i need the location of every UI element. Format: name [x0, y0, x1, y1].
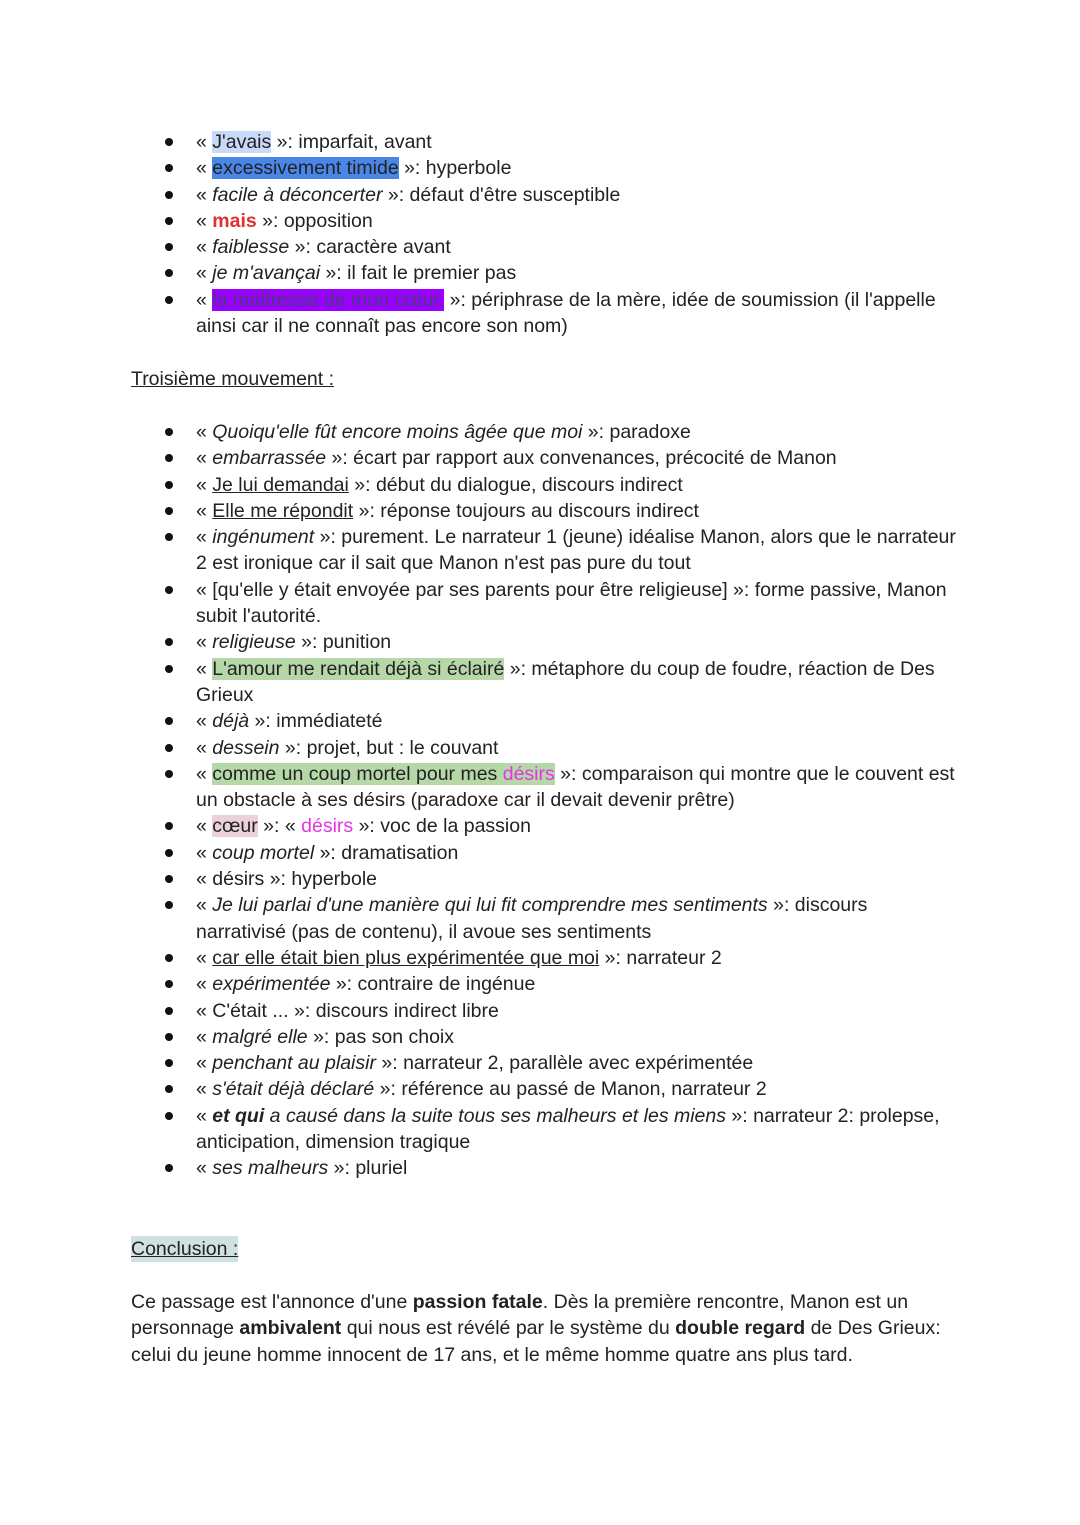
text-segment: je m'avançai: [212, 262, 321, 285]
text-segment: »: réponse toujours au discours indirect: [353, 499, 699, 522]
list-item: [0, 656, 1080, 709]
list-item: [0, 1024, 1080, 1050]
text-segment: «: [196, 762, 213, 785]
text-segment: «: [196, 815, 213, 838]
text-segment: »: pluriel: [328, 1157, 408, 1180]
text-segment: »: contraire de ingénue: [330, 973, 536, 996]
text-segment: penchant au plaisir: [212, 1052, 376, 1075]
list-item: [0, 971, 1080, 997]
bullet-icon: [165, 217, 173, 225]
list-item: [0, 1050, 1080, 1076]
text-segment: »: début du dialogue, discours indirect: [348, 473, 683, 496]
text-segment: Je lui demandai: [212, 473, 349, 496]
text-segment: »: purement. Le narrateur 1 (jeune) idéalise Manon, alors que le narrateur 2 est ironique car il sait que Manon n'est pas pure du tout: [196, 526, 956, 575]
text-segment: « désirs »: hyperbole: [196, 868, 378, 891]
text-segment: »: dramatisation: [314, 841, 459, 864]
bullet-icon: [165, 744, 173, 752]
list-item: [0, 1076, 1080, 1102]
text-segment: »: narrateur 2, parallèle avec expérimentée: [375, 1052, 754, 1075]
bullet-icon: [165, 875, 173, 883]
text-segment: Ce passage est l'annonce d'une: [131, 1291, 413, 1313]
text-segment: »: punition: [295, 631, 392, 654]
text-segment: »: référence au passé de Manon, narrateur 2: [374, 1078, 767, 1101]
text-segment: »: défaut d'être susceptible: [382, 183, 621, 206]
list-item: [0, 472, 1080, 498]
bullet-icon: [165, 454, 173, 462]
text-segment: «: [196, 236, 213, 259]
bullet-icon: [165, 243, 173, 251]
list-item: [0, 577, 1080, 630]
text-segment: «: [196, 631, 213, 654]
bullet-icon: [165, 980, 173, 988]
text-segment: Quoiqu'elle fût encore moins âgée que moi: [212, 421, 583, 443]
text-segment: »: comparaison qui montre que le couvent est un obstacle à ses désirs (paradoxe car il devait devenir prêtre): [196, 762, 955, 812]
bullet-icon: [165, 481, 173, 489]
bullet-icon: [165, 901, 173, 909]
text-segment: embarrassée: [212, 447, 327, 470]
text-segment: J'avais: [212, 131, 272, 153]
text-segment: car elle était bien plus expérimentée que moi: [212, 946, 600, 969]
text-segment: excessivement timide: [212, 157, 399, 180]
text-segment: «: [196, 1078, 213, 1101]
text-segment: «: [196, 499, 213, 522]
text-segment: dessein: [212, 736, 280, 759]
text-segment: malgré elle: [212, 1025, 308, 1048]
text-segment: «: [196, 710, 213, 733]
text-segment: L'amour me rendait déjà si éclairé: [212, 657, 505, 680]
bullet-icon: [165, 191, 173, 199]
text-segment: «: [196, 131, 213, 153]
bullet-icon: [165, 717, 173, 725]
bullet-icon: [165, 1085, 173, 1093]
bullet-icon: [165, 665, 173, 673]
text-segment: mais: [212, 209, 257, 232]
list-item: [0, 155, 1080, 181]
text-segment: »: pas son choix: [307, 1025, 454, 1048]
text-segment: «: [196, 657, 213, 680]
bullet-icon: [165, 849, 173, 857]
text-segment: »: immédiateté: [249, 710, 383, 733]
text-segment: «: [196, 183, 213, 206]
text-segment: «: [196, 736, 213, 759]
text-segment: passion fatale: [412, 1291, 543, 1313]
text-segment: désirs: [502, 762, 555, 785]
list-item: [0, 735, 1080, 761]
bullet-icon: [165, 1112, 173, 1120]
bullet-icon: [165, 1033, 173, 1041]
conclusion-paragraph: [131, 1289, 971, 1368]
bullet-icon: [165, 269, 173, 277]
bullet-icon: [165, 164, 173, 172]
list-item: [0, 998, 1080, 1024]
list-item: [0, 287, 1080, 340]
text-segment: a causé dans la suite tous ses malheurs et les miens: [264, 1104, 727, 1127]
list-item: [0, 866, 1080, 892]
text-segment: ambivalent: [239, 1317, 342, 1340]
bullet-icon: [165, 428, 173, 436]
text-segment: «: [196, 421, 213, 443]
text-segment: qui nous est révélé par le système du: [341, 1317, 676, 1340]
text-segment: »: paradoxe: [582, 421, 691, 443]
text-segment: « [qu'elle y était envoyée par ses parents pour être religieuse] »: forme passive, Manon subit l'autorité.: [196, 578, 947, 628]
text-segment: ingénument: [212, 526, 315, 549]
text-segment: s'était déjà déclaré: [212, 1078, 375, 1101]
list-item: [0, 840, 1080, 866]
text-segment: «: [196, 1104, 213, 1127]
bullet-icon: [165, 533, 173, 541]
text-segment: . Dès la première rencontre, Manon est un personnage: [131, 1291, 909, 1340]
list-item: [0, 708, 1080, 734]
text-segment: «: [196, 157, 213, 180]
text-segment: comme un coup mortel pour mes: [212, 762, 503, 785]
text-segment: «: [196, 1052, 213, 1075]
text-segment: facile à déconcerter: [212, 183, 383, 206]
text-segment: «: [196, 841, 213, 864]
text-segment: expérimentée: [212, 973, 331, 996]
list-item: [0, 445, 1080, 471]
text-segment: »: opposition: [256, 209, 373, 232]
text-segment: faiblesse: [212, 236, 290, 259]
bullet-icon: [165, 954, 173, 962]
text-segment: Elle me répondit: [212, 499, 354, 522]
text-segment: «: [196, 1157, 213, 1180]
text-segment: »: voc de la passion: [353, 815, 531, 838]
text-segment: «: [196, 288, 213, 311]
section-title-third-movement: Troisième mouvement :: [131, 368, 335, 390]
list-item: [0, 813, 1080, 839]
text-segment: cœur: [212, 815, 258, 838]
list-item: [0, 1155, 1080, 1181]
bullet-list-third-movement: [0, 419, 1080, 1182]
bullet-icon: [165, 1007, 173, 1015]
text-segment: coup mortel: [212, 841, 315, 864]
text-segment: «: [196, 262, 213, 285]
list-item: [0, 892, 1080, 945]
bullet-icon: [165, 1164, 173, 1172]
bullet-icon: [165, 638, 173, 646]
text-segment: Je lui parlai d'une manière qui lui fit comprendre mes sentiments: [212, 894, 768, 917]
section-title-conclusion: Conclusion :: [131, 1238, 239, 1260]
text-segment: »: discours narrativisé (pas de contenu), il avoue ses sentiments: [196, 894, 868, 943]
list-item: [0, 524, 1080, 577]
text-segment: »: projet, but : le couvant: [279, 736, 499, 759]
list-item: [0, 761, 1080, 814]
text-segment: »: narrateur 2: [599, 946, 722, 969]
text-segment: ses malheurs: [212, 1157, 329, 1180]
bullet-icon: [165, 770, 173, 778]
list-item: [0, 419, 1080, 445]
text-segment: «: [196, 473, 213, 496]
text-segment: déjà: [212, 710, 250, 733]
text-segment: « C'était ... »: discours indirect libre: [196, 999, 499, 1022]
list-item: [0, 208, 1080, 234]
list-item: [0, 945, 1080, 971]
text-segment: «: [196, 946, 213, 969]
text-segment: »: hyperbole: [398, 157, 512, 180]
bullet-icon: [165, 1059, 173, 1067]
bullet-icon: [165, 822, 173, 830]
text-segment: »: imparfait, avant: [271, 131, 432, 153]
list-item: [0, 182, 1080, 208]
bullet-icon: [165, 586, 173, 594]
text-segment: «: [196, 1025, 213, 1048]
list-item: [0, 1103, 1080, 1156]
text-segment: »: périphrase de la mère, idée de soumission (il l'appelle ainsi car il ne connaît pas encore son nom): [196, 288, 936, 338]
text-segment: «: [196, 209, 213, 232]
text-segment: »: caractère avant: [289, 236, 451, 259]
text-segment: de Des Grieux: celui du jeune homme innocent de 17 ans, et le même homme quatre ans plus tard.: [131, 1317, 941, 1366]
list-item: [0, 629, 1080, 655]
text-segment: »: «: [257, 815, 302, 838]
text-segment: »: écart par rapport aux convenances, précocité de Manon: [326, 447, 837, 470]
list-item: [0, 260, 1080, 286]
text-segment: désirs: [301, 815, 354, 838]
text-segment: »: narrateur 2: prolepse, anticipation, dimension tragique: [196, 1104, 940, 1154]
bullet-list-second-movement: [0, 129, 1080, 339]
text-segment: »: il fait le premier pas: [320, 262, 517, 285]
list-item: [0, 498, 1080, 524]
text-segment: la maîtresse de mon cœur.: [212, 288, 445, 311]
bullet-icon: [165, 138, 173, 146]
text-segment: «: [196, 526, 213, 549]
text-segment: »: métaphore du coup de foudre, réaction de Des Grieux: [196, 657, 935, 706]
bullet-icon: [165, 507, 173, 515]
text-segment: et qui: [212, 1104, 265, 1127]
list-item: [0, 129, 1080, 155]
text-segment: double regard: [675, 1317, 806, 1340]
text-segment: «: [196, 894, 213, 917]
text-segment: religieuse: [212, 631, 296, 654]
text-segment: «: [196, 973, 213, 996]
bullet-icon: [165, 296, 173, 304]
text-segment: «: [196, 447, 213, 470]
list-item: [0, 234, 1080, 260]
